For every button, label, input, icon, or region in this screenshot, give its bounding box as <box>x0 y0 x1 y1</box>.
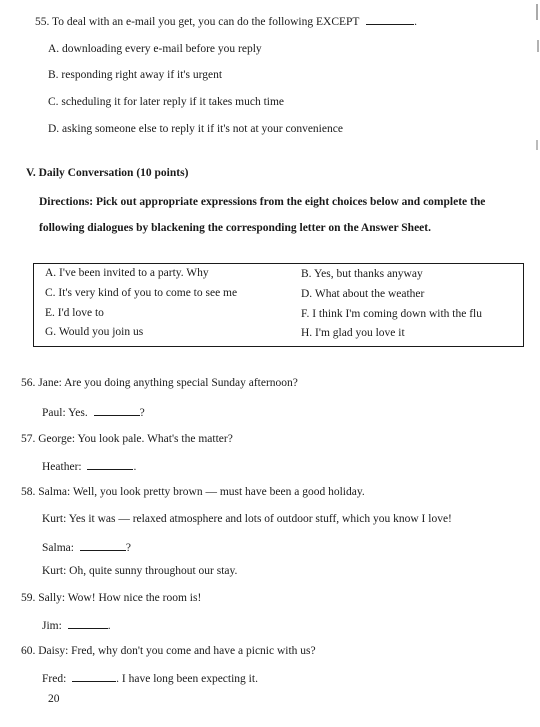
choice-h: H. I'm glad you love it <box>301 327 405 339</box>
q59-end: . <box>107 620 111 632</box>
q55-option-b: B. responding right away if it's urgent <box>48 69 223 81</box>
q59-speaker: Jim: <box>42 620 62 632</box>
q57-line-2 <box>42 459 136 473</box>
q58-answer-blank <box>80 540 126 551</box>
q60-end: . I have long been expecting it. <box>116 673 258 685</box>
q58-line-3 <box>42 540 131 554</box>
directions-line-2: following dialogues by blackening the corresponding letter on the Answer Sheet. <box>39 222 431 234</box>
choice-b: B. Yes, but thanks anyway <box>301 268 423 280</box>
page-number: 20 <box>48 693 60 705</box>
q60-line-1: 60. Daisy: Fred, why don't you come and have a picnic with us? <box>21 645 316 657</box>
q55-stem <box>35 14 417 28</box>
choice-f: F. I think I'm coming down with the flu <box>301 308 482 320</box>
q56-answer-blank <box>94 405 140 416</box>
choice-e: E. I'd love to <box>45 307 104 319</box>
directions-line-1: Directions: Pick out appropriate expressions from the eight choices below and complete the <box>39 196 486 208</box>
q58-speaker: Salma: <box>42 542 74 554</box>
choice-a: A. I've been invited to a party. Why <box>45 267 209 279</box>
q55-stem-end: . <box>414 16 417 28</box>
q55-option-d: D. asking someone else to reply it if it's not at your convenience <box>48 123 343 135</box>
choice-d: D. What about the weather <box>301 288 425 300</box>
q55-stem-text: 55. To deal with an e-mail you get, you can do the following EXCEPT <box>35 16 360 28</box>
choices-box <box>33 263 524 347</box>
section-title: V. Daily Conversation (10 points) <box>26 167 189 179</box>
q58-end: ? <box>125 542 131 554</box>
q56-line-1: 56. Jane: Are you doing anything special Sunday afternoon? <box>21 377 298 389</box>
scan-edge-marks <box>532 0 540 200</box>
q58-line-2: Kurt: Yes it was — relaxed atmosphere and lots of outdoor stuff, which you know I love! <box>42 513 452 525</box>
q57-speaker: Heather: <box>42 461 82 473</box>
q59-line-2 <box>42 618 111 632</box>
q57-answer-blank <box>87 459 133 470</box>
q56-speaker: Paul: Yes. <box>42 407 88 419</box>
q60-speaker: Fred: <box>42 673 67 685</box>
q57-end: . <box>133 461 137 473</box>
choice-c: C. It's very kind of you to come to see me <box>45 287 238 299</box>
q59-answer-blank <box>68 618 108 629</box>
choice-g: G. Would you join us <box>45 326 144 338</box>
q58-line-4: Kurt: Oh, quite sunny throughout our stay. <box>42 565 238 577</box>
q57-line-1: 57. George: You look pale. What's the matter? <box>21 433 233 445</box>
q58-line-1: 58. Salma: Well, you look pretty brown — must have been a good holiday. <box>21 486 365 498</box>
q55-answer-blank <box>366 14 414 25</box>
q59-line-1: 59. Sally: Wow! How nice the room is! <box>21 592 202 604</box>
q60-answer-blank <box>72 671 116 682</box>
q56-end: ? <box>139 407 145 419</box>
q60-line-2 <box>42 671 258 685</box>
q56-line-2 <box>42 405 145 419</box>
q55-option-c: C. scheduling it for later reply if it takes much time <box>48 96 285 108</box>
q55-option-a: A. downloading every e-mail before you reply <box>48 43 262 55</box>
